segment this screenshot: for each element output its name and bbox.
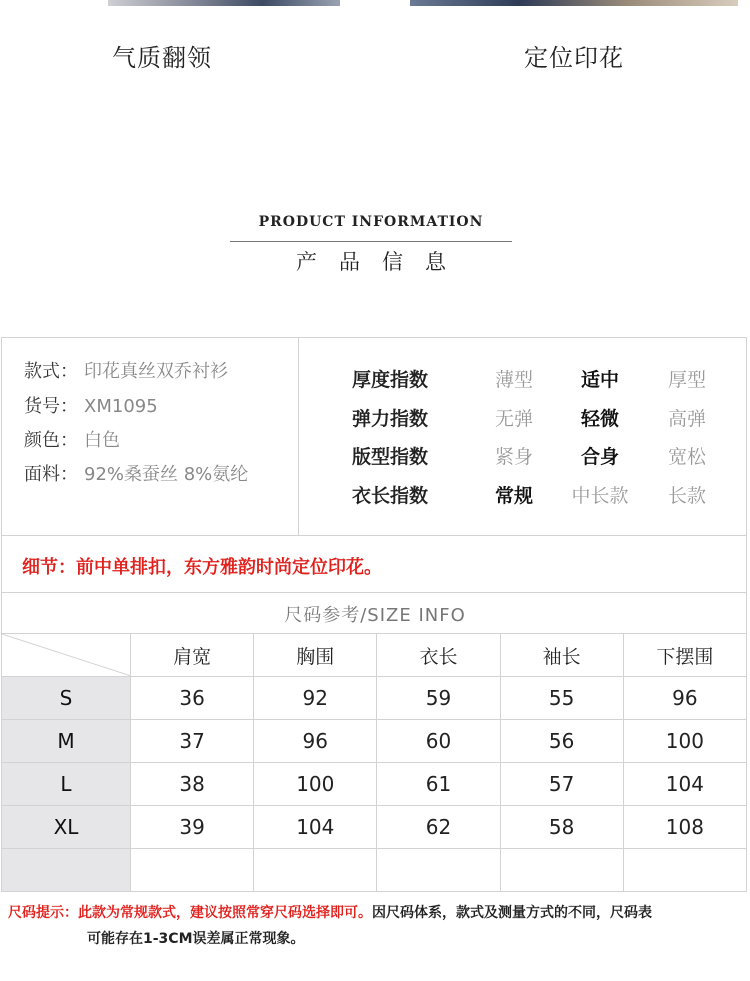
index-option: 轻微: [580, 408, 619, 430]
size-cell: 60: [377, 720, 500, 763]
index-option: 无弹: [494, 408, 533, 430]
product-info-subtitle: 产品信息: [296, 250, 468, 274]
size-cell: 39: [131, 806, 254, 849]
empty-cell: [254, 849, 377, 892]
empty-cell: [623, 849, 746, 892]
product-info-title: PRODUCT INFORMATION: [258, 214, 484, 230]
product-photo-right: [410, 0, 738, 6]
attr-sku: 货号： XM1095: [24, 396, 158, 417]
empty-cell: [131, 849, 254, 892]
empty-cell: [377, 849, 500, 892]
index-option: 长款: [667, 485, 706, 507]
size-row: [2, 677, 747, 720]
feature-caption-right: 定位印花: [524, 44, 624, 72]
index-option: 紧身: [494, 446, 533, 468]
size-heading: 尺码参考/SIZE INFO: [284, 605, 466, 626]
size-note: [8, 900, 748, 952]
col-header-hem: 下摆围: [623, 634, 746, 677]
index-option: 中长款: [571, 485, 629, 507]
index-label: 厚度指数: [352, 369, 429, 391]
size-table-header: [2, 634, 747, 677]
size-note-text-1: 因尺码体系，款式及测量方式的不同，尺码表: [372, 905, 652, 921]
size-label: XL: [2, 806, 131, 849]
empty-cell: [2, 849, 131, 892]
product-photo-left: [108, 0, 340, 6]
col-header-sleeve: 袖长: [500, 634, 623, 677]
size-note-warning: 尺码提示：此款为常规款式，建议按照常穿尺码选择即可。: [8, 905, 372, 921]
size-table: [1, 633, 747, 892]
index-label: 衣长指数: [352, 485, 429, 507]
size-cell: 104: [254, 806, 377, 849]
empty-row: [2, 849, 747, 892]
feature-caption-left: 气质翻领: [112, 44, 212, 72]
size-cell: 55: [500, 677, 623, 720]
size-cell: 108: [623, 806, 746, 849]
size-cell: 56: [500, 720, 623, 763]
index-option: 厚型: [667, 369, 706, 391]
info-divider: [298, 338, 299, 535]
title-divider: [230, 241, 512, 242]
size-cell: 96: [623, 677, 746, 720]
size-label: M: [2, 720, 131, 763]
col-header-length: 衣长: [377, 634, 500, 677]
empty-cell: [500, 849, 623, 892]
size-label: S: [2, 677, 131, 720]
col-header-shoulder: 肩宽: [131, 634, 254, 677]
size-cell: 37: [131, 720, 254, 763]
size-cell: 96: [254, 720, 377, 763]
corner-cell: [2, 634, 131, 677]
size-row: [2, 763, 747, 806]
attr-style: 款式： 印花真丝双乔衬衫: [24, 361, 228, 382]
size-cell: 59: [377, 677, 500, 720]
index-option: 薄型: [494, 369, 533, 391]
size-note-text-2: 可能存在1-3CM误差属正常现象。: [87, 931, 305, 947]
index-option: 合身: [580, 446, 619, 468]
diagonal-line: [2, 634, 131, 676]
size-cell: 104: [623, 763, 746, 806]
size-cell: 100: [254, 763, 377, 806]
index-label: 弹力指数: [352, 408, 429, 430]
detail-text: 细节：前中单排扣，东方雅韵时尚定位印花。: [22, 557, 382, 578]
attr-color: 颜色： 白色: [24, 430, 120, 451]
size-cell: 36: [131, 677, 254, 720]
size-cell: 61: [377, 763, 500, 806]
size-row: [2, 806, 747, 849]
index-option: 适中: [580, 369, 619, 391]
size-cell: 100: [623, 720, 746, 763]
size-cell: 58: [500, 806, 623, 849]
index-option: 宽松: [667, 446, 706, 468]
size-label: L: [2, 763, 131, 806]
size-cell: 62: [377, 806, 500, 849]
size-cell: 57: [500, 763, 623, 806]
index-label: 版型指数: [352, 446, 429, 468]
index-option: 高弹: [667, 408, 706, 430]
size-row: [2, 720, 747, 763]
size-cell: 38: [131, 763, 254, 806]
attr-fabric: 面料： 92%桑蚕丝 8%氨纶: [24, 464, 249, 485]
size-cell: 92: [254, 677, 377, 720]
col-header-chest: 胸围: [254, 634, 377, 677]
index-option: 常规: [494, 485, 533, 507]
